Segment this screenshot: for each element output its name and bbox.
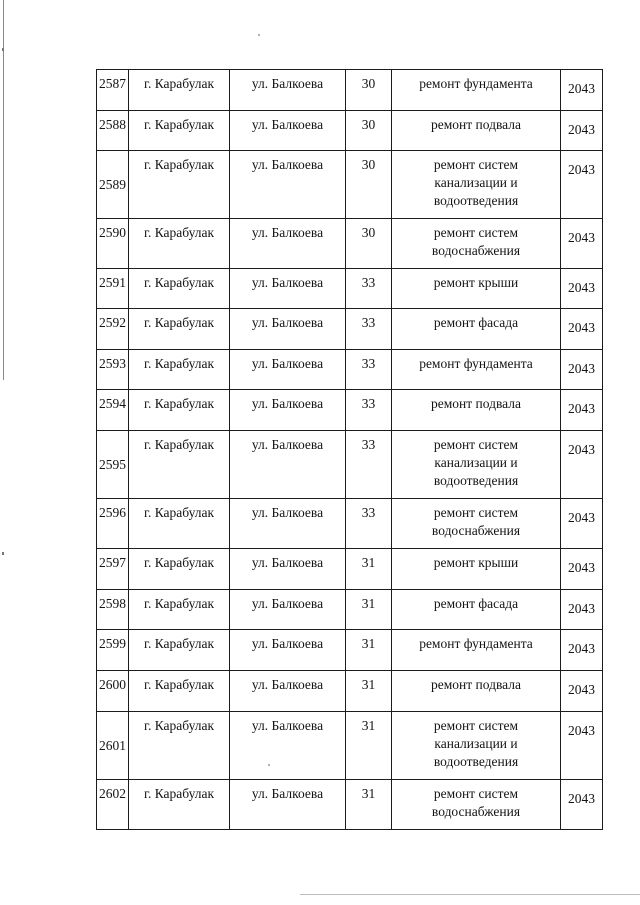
city-cell: г. Карабулак [129, 70, 230, 111]
street-cell: ул. Балкоева [230, 350, 346, 390]
work-type-cell [392, 151, 561, 219]
table-row [97, 671, 603, 712]
house-number-cell: 31 [346, 671, 392, 712]
house-number-cell: 31 [346, 780, 392, 830]
row-number: 2592 [97, 309, 129, 350]
row-number: 2593 [97, 350, 129, 390]
table-row [97, 590, 603, 630]
work-type-cell [392, 111, 561, 151]
table-row [97, 219, 603, 269]
street-cell: ул. Балкоева [230, 780, 346, 830]
work-type-line: водоотведения [433, 193, 519, 208]
street-cell: ул. Балкоева [230, 499, 346, 549]
street-cell: ул. Балкоева [230, 390, 346, 431]
street-cell: ул. Балкоева [230, 151, 346, 219]
row-number: 2600 [97, 671, 129, 712]
work-type-line: ремонт подвала [430, 396, 522, 411]
scan-speck [258, 34, 260, 36]
street-cell: ул. Балкоева [230, 630, 346, 671]
work-type-cell [392, 712, 561, 780]
year-cell: 2043 [561, 431, 603, 499]
work-type-line: ремонт фундамента [419, 356, 533, 371]
work-type-line: ремонт систем [433, 157, 519, 172]
year-cell: 2043 [561, 780, 603, 830]
row-number: 2591 [97, 269, 129, 309]
city-cell: г. Карабулак [129, 712, 230, 780]
work-type-cell [392, 590, 561, 630]
table-row [97, 309, 603, 350]
scan-edge-line [3, 0, 4, 380]
city-cell: г. Карабулак [129, 390, 230, 431]
row-number: 2598 [97, 590, 129, 630]
work-type-line: водоотведения [433, 754, 519, 769]
work-type-cell [392, 671, 561, 712]
work-type-line: водоснабжения [431, 804, 521, 819]
table-row [97, 350, 603, 390]
table-row [97, 549, 603, 590]
house-number-cell: 33 [346, 499, 392, 549]
work-type-cell [392, 70, 561, 111]
city-cell: г. Карабулак [129, 590, 230, 630]
city-cell: г. Карабулак [129, 671, 230, 712]
work-type-line: водоотведения [433, 473, 519, 488]
street-cell: ул. Балкоева [230, 70, 346, 111]
year-cell: 2043 [561, 350, 603, 390]
city-cell: г. Карабулак [129, 350, 230, 390]
year-cell: 2043 [561, 111, 603, 151]
table-row [97, 151, 603, 219]
work-type-cell [392, 549, 561, 590]
row-number: 2594 [97, 390, 129, 431]
year-cell: 2043 [561, 219, 603, 269]
scan-bottom-rule [300, 894, 640, 895]
street-cell: ул. Балкоева [230, 219, 346, 269]
work-type-line: ремонт фундамента [419, 636, 533, 651]
city-cell: г. Карабулак [129, 309, 230, 350]
street-cell: ул. Балкоева [230, 269, 346, 309]
work-type-cell [392, 269, 561, 309]
work-type-line: ремонт систем [433, 225, 519, 240]
table-row [97, 780, 603, 830]
house-number-cell: 33 [346, 269, 392, 309]
house-number-cell: 31 [346, 549, 392, 590]
street-cell: ул. Балкоева [230, 549, 346, 590]
work-type-line: ремонт систем [433, 786, 519, 801]
year-cell: 2043 [561, 151, 603, 219]
work-type-cell [392, 499, 561, 549]
row-number: 2588 [97, 111, 129, 151]
house-number-cell: 33 [346, 431, 392, 499]
table-body [97, 70, 603, 830]
year-cell: 2043 [561, 70, 603, 111]
work-type-line: ремонт подвала [430, 677, 522, 692]
street-cell: ул. Балкоева [230, 590, 346, 630]
row-number: 2590 [97, 219, 129, 269]
row-number: 2595 [97, 431, 129, 499]
house-number-cell: 31 [346, 630, 392, 671]
table-row [97, 269, 603, 309]
work-type-line: водоснабжения [431, 523, 521, 538]
year-cell: 2043 [561, 269, 603, 309]
street-cell: ул. Балкоева [230, 309, 346, 350]
year-cell: 2043 [561, 590, 603, 630]
repair-schedule-table [96, 69, 603, 830]
city-cell: г. Карабулак [129, 219, 230, 269]
work-type-line: ремонт крыши [433, 555, 519, 570]
work-type-line: канализации и [434, 455, 518, 470]
street-cell: ул. Балкоева [230, 712, 346, 780]
work-type-line: канализации и [434, 175, 518, 190]
street-cell: ул. Балкоева [230, 671, 346, 712]
city-cell: г. Карабулак [129, 630, 230, 671]
house-number-cell: 30 [346, 70, 392, 111]
street-cell: ул. Балкоева [230, 111, 346, 151]
house-number-cell: 30 [346, 151, 392, 219]
work-type-line: ремонт систем [433, 437, 519, 452]
table-row [97, 431, 603, 499]
work-type-cell [392, 780, 561, 830]
table-row [97, 111, 603, 151]
table-row [97, 630, 603, 671]
work-type-line: ремонт крыши [433, 275, 519, 290]
city-cell: г. Карабулак [129, 780, 230, 830]
scan-edge-mark [2, 48, 4, 51]
table-row [97, 499, 603, 549]
work-type-cell [392, 431, 561, 499]
table-row [97, 70, 603, 111]
row-number: 2587 [97, 70, 129, 111]
scan-edge-mark [2, 552, 4, 555]
work-type-line: канализации и [434, 736, 518, 751]
table-row [97, 712, 603, 780]
house-number-cell: 33 [346, 350, 392, 390]
work-type-cell [392, 309, 561, 350]
city-cell: г. Карабулак [129, 499, 230, 549]
year-cell: 2043 [561, 390, 603, 431]
city-cell: г. Карабулак [129, 151, 230, 219]
year-cell: 2043 [561, 549, 603, 590]
year-cell: 2043 [561, 712, 603, 780]
work-type-line: ремонт подвала [430, 117, 522, 132]
house-number-cell: 33 [346, 309, 392, 350]
city-cell: г. Карабулак [129, 549, 230, 590]
city-cell: г. Карабулак [129, 431, 230, 499]
work-type-cell [392, 219, 561, 269]
house-number-cell: 30 [346, 111, 392, 151]
work-type-line: ремонт систем [433, 718, 519, 733]
table-row [97, 390, 603, 431]
house-number-cell: 31 [346, 590, 392, 630]
work-type-line: ремонт фасада [433, 315, 519, 330]
house-number-cell: 30 [346, 219, 392, 269]
year-cell: 2043 [561, 309, 603, 350]
row-number: 2597 [97, 549, 129, 590]
row-number: 2596 [97, 499, 129, 549]
row-number: 2599 [97, 630, 129, 671]
street-cell: ул. Балкоева [230, 431, 346, 499]
row-number: 2602 [97, 780, 129, 830]
house-number-cell: 31 [346, 712, 392, 780]
year-cell: 2043 [561, 630, 603, 671]
work-type-line: ремонт фасада [433, 596, 519, 611]
city-cell: г. Карабулак [129, 111, 230, 151]
year-cell: 2043 [561, 671, 603, 712]
work-type-cell [392, 390, 561, 431]
work-type-cell [392, 630, 561, 671]
work-type-line: водоснабжения [431, 243, 521, 258]
city-cell: г. Карабулак [129, 269, 230, 309]
year-cell: 2043 [561, 499, 603, 549]
row-number: 2589 [97, 151, 129, 219]
work-type-line: ремонт систем [433, 505, 519, 520]
work-type-line: ремонт фундамента [419, 76, 533, 91]
house-number-cell: 33 [346, 390, 392, 431]
work-type-cell [392, 350, 561, 390]
row-number: 2601 [97, 712, 129, 780]
